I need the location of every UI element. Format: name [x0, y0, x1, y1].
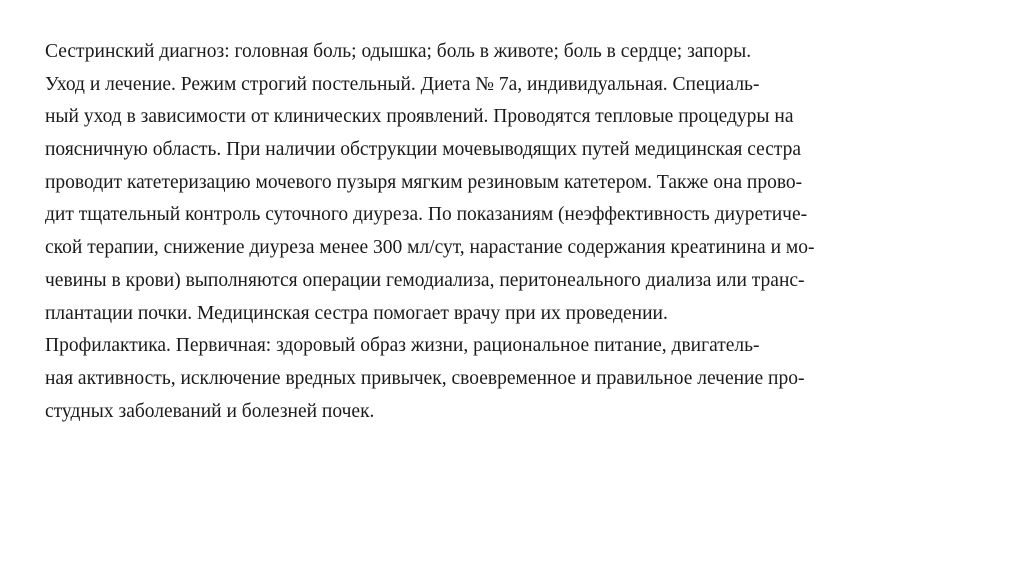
- text-line: поясничную область. При наличии обструкции мочевыводящих путей медицинская сестра: [45, 139, 802, 161]
- text-line-nursing-diagnosis: Сестринский диагноз: головная боль; одышка; боль в животе; боль в сердце; запоры.: [45, 41, 752, 62]
- text-line: плантации почки. Медицинская сестра помогает врачу при их проведении.: [45, 302, 668, 324]
- text-line: студных заболеваний и болезней почек.: [45, 400, 375, 422]
- text-line: ная активность, исключение вредных привычек, своевременное и правильное лечение про-: [45, 367, 805, 389]
- text-line: чевины в крови) выполняются операции гемодиализа, перитонеального диализа или транс-: [45, 269, 805, 291]
- text-line: Уход и лечение. Режим строгий постельный. Диета № 7а, индивидуальная. Специаль-: [45, 73, 760, 95]
- text-line-prevention: Профилактика. Первичная: здоровый образ жизни, рациональное питание, двигатель-: [45, 335, 760, 357]
- text-line: проводит катетеризацию мочевого пузыря мягким резиновым катетером. Также она прово-: [45, 171, 803, 193]
- text-line: дит тщательный контроль суточного диуреза. По показаниям (неэффективность диуретиче-: [45, 204, 808, 226]
- body-text: [45, 36, 995, 428]
- text-line: ный уход в зависимости от клинических проявлений. Проводятся тепловые процедуры на: [45, 106, 794, 128]
- text-line: ской терапии, снижение диуреза менее 300 мл/сут, нарастание содержания креатинина и мо-: [45, 237, 815, 259]
